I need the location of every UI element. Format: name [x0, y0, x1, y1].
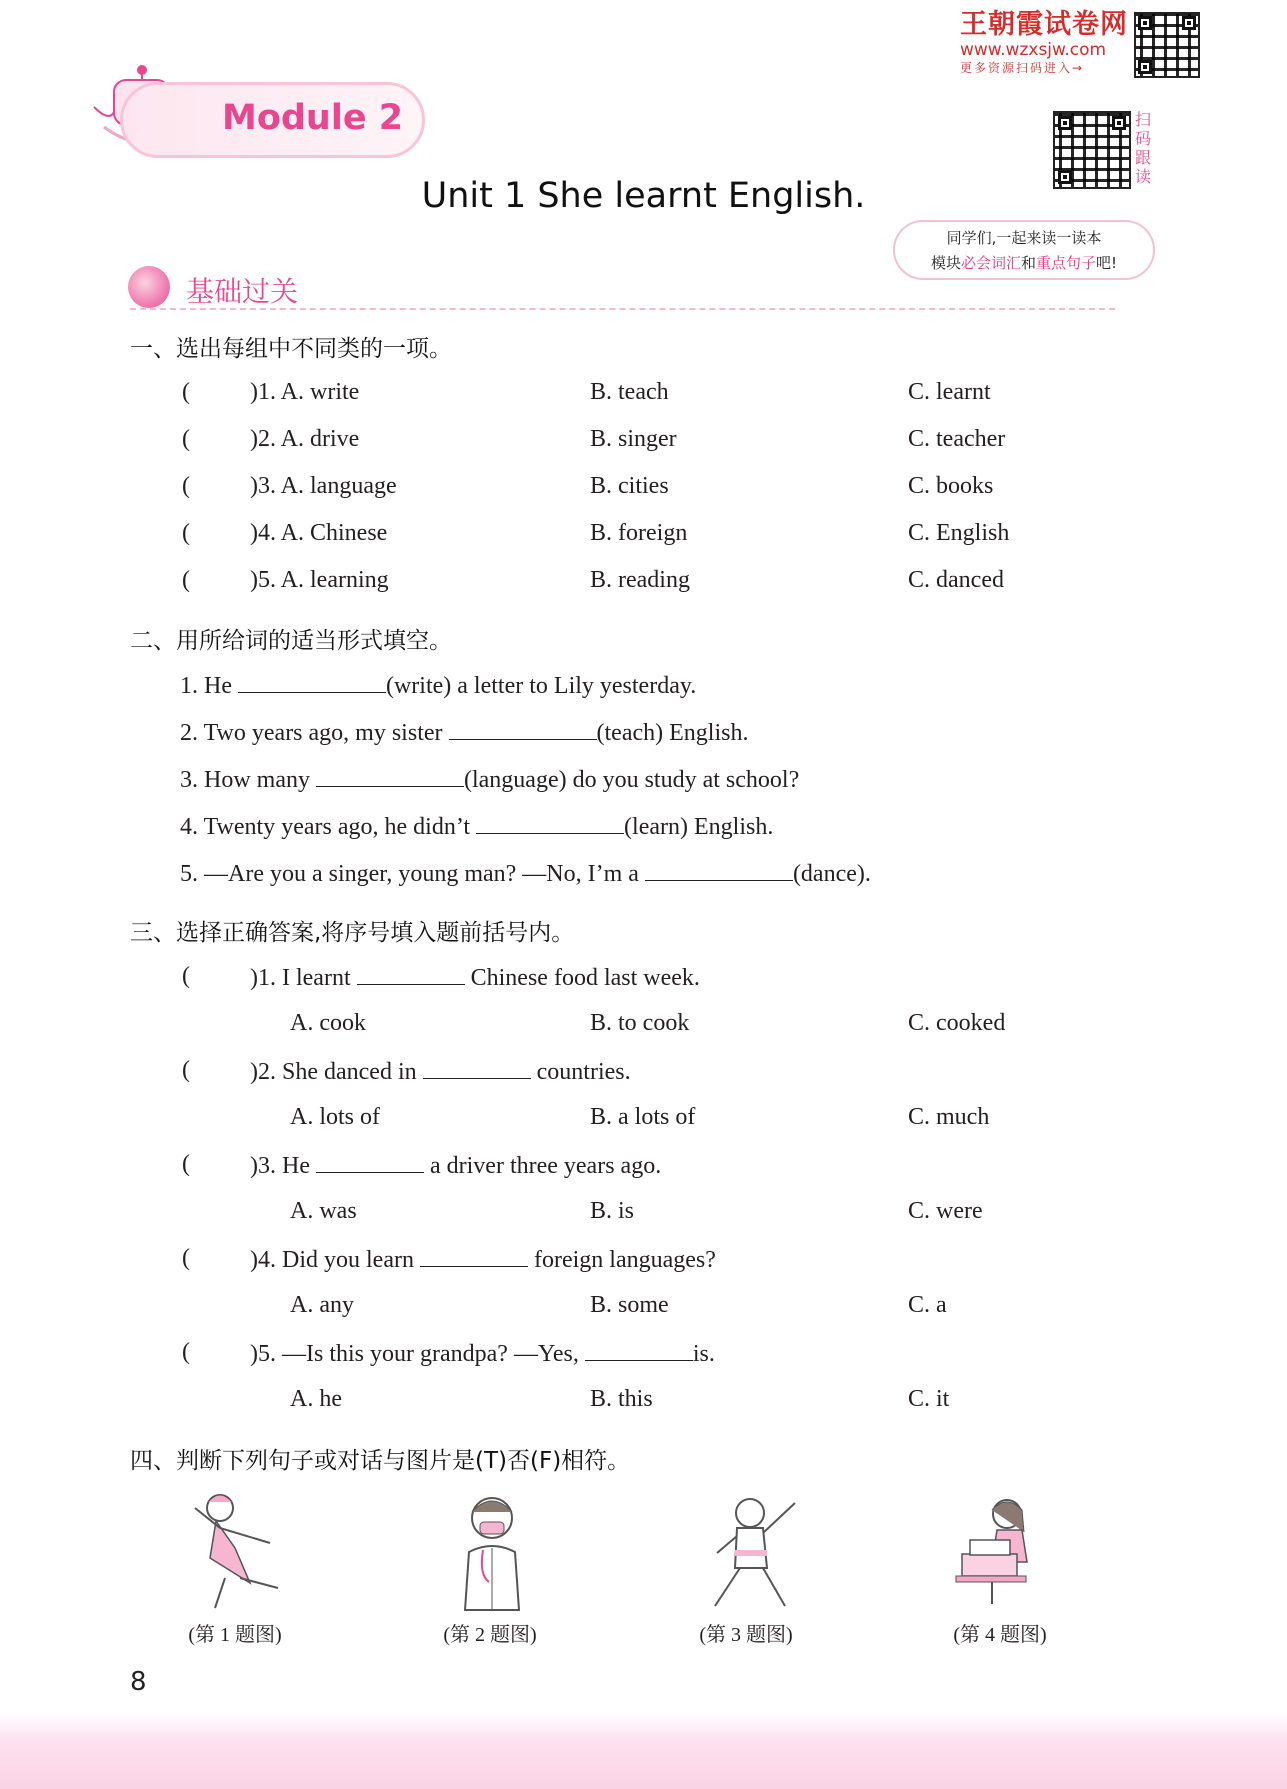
answer-paren[interactable]: ( [182, 1339, 190, 1365]
module-title: Module 2 [222, 98, 404, 138]
part3-q1-c: C. cooked [908, 1010, 1006, 1036]
part2-q5: 5. —Are you a singer, young man? —No, I’m a (dance). [180, 858, 871, 888]
fill-blank[interactable] [357, 962, 465, 985]
part1-q4-c: C. English [908, 520, 1010, 546]
answer-paren[interactable]: ( [182, 379, 190, 405]
part2-q1: 1. He (write) a letter to Lily yesterday. [180, 670, 696, 700]
part1-q1: )1. A. write [250, 379, 360, 405]
footer-band [0, 1712, 1287, 1789]
answer-paren[interactable]: ( [182, 567, 190, 593]
part3-heading: 三、选择正确答案,将序号填入题前括号内。 [130, 920, 575, 946]
kungfu-illustration-icon [705, 1488, 805, 1613]
part1-q3: )3. A. language [250, 473, 397, 499]
figure-caption-4: (第 4 题图) [953, 1624, 1047, 1646]
answer-paren[interactable]: ( [182, 963, 190, 989]
brand-url[interactable]: www.wzxsjw.com [960, 40, 1107, 60]
answer-paren[interactable]: ( [182, 1057, 190, 1083]
fill-blank[interactable] [316, 1150, 424, 1173]
doctor-illustration-icon [455, 1490, 530, 1615]
part3-q5-a: A. he [290, 1386, 342, 1412]
answer-paren[interactable]: ( [182, 1151, 190, 1177]
part3-q4-b: B. some [590, 1292, 669, 1318]
fill-blank[interactable] [449, 717, 597, 740]
part1-q3-c: C. books [908, 473, 994, 499]
part3-q2-c: C. much [908, 1104, 990, 1130]
scan-label: 扫码跟读 [1134, 110, 1151, 186]
part3-q5-b: B. this [590, 1386, 653, 1412]
part3-q3: )3. He a driver three years ago. [250, 1150, 661, 1180]
part3-q4-a: A. any [290, 1292, 354, 1318]
figure-caption-2: (第 2 题图) [443, 1624, 537, 1646]
answer-paren[interactable]: ( [182, 1245, 190, 1271]
part3-q3-c: C. were [908, 1198, 983, 1224]
part1-q5: )5. A. learning [250, 567, 389, 593]
dotted-divider [130, 308, 1115, 310]
brand-block [960, 10, 1130, 76]
answer-paren[interactable]: ( [182, 473, 190, 499]
part3-q1: )1. I learnt Chinese food last week. [250, 962, 700, 992]
part2-q2: 2. Two years ago, my sister (teach) English. [180, 717, 748, 747]
part1-q1-c: C. learnt [908, 379, 991, 405]
part1-q5-c: C. danced [908, 567, 1004, 593]
part3-q2-a: A. lots of [290, 1104, 380, 1130]
part1-q3-b: B. cities [590, 473, 669, 499]
part3-q1-a: A. cook [290, 1010, 366, 1036]
answer-paren[interactable]: ( [182, 520, 190, 546]
figure-caption-3: (第 3 题图) [699, 1624, 793, 1646]
part3-q4: )4. Did you learn foreign languages? [250, 1244, 716, 1274]
part2-heading: 二、用所给词的适当形式填空。 [130, 628, 452, 654]
dancer-illustration-icon [180, 1488, 290, 1613]
part1-q2-c: C. teacher [908, 426, 1006, 452]
figure-caption-1: (第 1 题图) [188, 1624, 282, 1646]
part1-q2-b: B. singer [590, 426, 677, 452]
bubble-line-2: 模块必会词汇和重点句子吧! [930, 254, 1118, 272]
part2-q3: 3. How many (language) do you study at school? [180, 764, 799, 794]
brand-more: 更多资源扫码进入→ [960, 61, 1085, 75]
part1-heading: 一、选出每组中不同类的一项。 [130, 336, 452, 362]
fill-blank[interactable] [585, 1338, 693, 1361]
qr-code-icon[interactable] [1134, 12, 1200, 78]
part4-heading: 四、判断下列句子或对话与图片是(T)否(F)相符。 [130, 1448, 631, 1474]
part3-q5-c: C. it [908, 1386, 950, 1412]
part1-q2: )2. A. drive [250, 426, 360, 452]
answer-paren[interactable]: ( [182, 426, 190, 452]
part3-q4-c: C. a [908, 1292, 947, 1318]
fill-blank[interactable] [645, 858, 793, 881]
baker-cake-illustration-icon [952, 1492, 1047, 1610]
part3-q1-b: B. to cook [590, 1010, 690, 1036]
section-title: 基础过关 [186, 275, 299, 308]
part3-q3-b: B. is [590, 1198, 635, 1224]
globe-icon [128, 266, 170, 308]
part3-q2-b: B. a lots of [590, 1104, 696, 1130]
part1-q4: )4. A. Chinese [250, 520, 388, 546]
fill-blank[interactable] [423, 1056, 531, 1079]
part1-q1-b: B. teach [590, 379, 669, 405]
brand-name: 王朝霞试卷网 [960, 9, 1128, 40]
part3-q2: )2. She danced in countries. [250, 1056, 631, 1086]
part3-q3-a: A. was [290, 1198, 357, 1224]
bubble-line-1: 同学们,一起来读一读本 [946, 229, 1102, 247]
unit-title: Unit 1 She learnt English. [421, 176, 866, 216]
part2-q4: 4. Twenty years ago, he didn’t (learn) English. [180, 811, 773, 841]
part3-q5: )5. —Is this your grandpa? —Yes, is. [250, 1338, 715, 1368]
fill-blank[interactable] [420, 1244, 528, 1267]
fill-blank[interactable] [316, 764, 464, 787]
part1-q4-b: B. foreign [590, 520, 688, 546]
fill-blank[interactable] [238, 670, 386, 693]
reading-tip-bubble [893, 220, 1155, 280]
fill-blank[interactable] [476, 811, 624, 834]
part1-q5-b: B. reading [590, 567, 690, 593]
page-number: 8 [130, 1667, 147, 1697]
